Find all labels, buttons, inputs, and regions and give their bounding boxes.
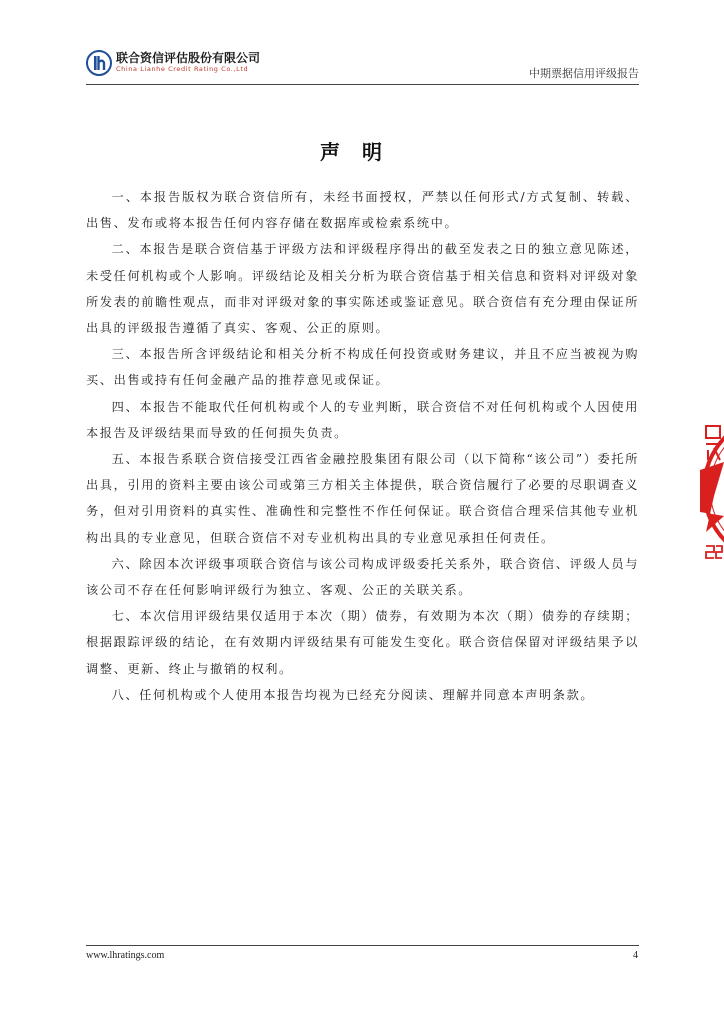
- statement-paragraph-3: 三、本报告所含评级结论和相关分析不构成任何投资或财务建议，并且不应当被视为购买、出售或持有任何金融产品的推荐意见或保证。: [86, 347, 639, 388]
- page-title: 声明: [320, 140, 404, 164]
- statement-paragraph-6: 六、除因本次评级事项联合资信与该公司构成评级委托关系外，联合资信、评级人员与该公司不存在任何影响评级行为独立、客观、公正的关联关系。: [86, 556, 639, 598]
- footer-website: www.lhratings.com: [86, 950, 165, 961]
- company-name-cn: 联合资信评估股份有限公司: [116, 51, 261, 65]
- lianhe-logo-icon: [86, 50, 112, 76]
- statement-paragraph-7: 七、本次信用评级结果仅适用于本次（期）债券，有效期为本次（期）债券的存续期；根据跟踪评级的结论，在有效期内评级结果有可能发生变化。联合资信保留对评级结果予以调整、更新、终止与撤销的权利。: [86, 609, 639, 676]
- statement-paragraph-5: 五、本报告系联合资信接受江西省金融控股集团有限公司（以下简称“该公司”）委托所出具，引用的资料主要由该公司或第三方相关主体提供，联合资信履行了必要的尽职调查义务，但对引用资料的真实性、准确性和完整性不作任何保证。联合资信合理采信其他专业机构出具的专业意见，但联合资信不对专业机构出具的专业意见承担任何责任。: [86, 452, 639, 545]
- statement-paragraph-4: 四、本报告不能取代任何机构或个人的专业判断，联合资信不对任何机构或个人因使用本报告及评级结果而导致的任何损失负责。: [86, 399, 639, 440]
- statement-paragraph-1: 一、本报告版权为联合资信所有，未经书面授权，严禁以任何形式/方式复制、转载、出售、发布或将本报告任何内容存储在数据库或检索系统中。: [86, 190, 639, 231]
- statement-body: [86, 184, 639, 708]
- page-number: 4: [633, 950, 638, 961]
- statement-paragraph-2: 二、本报告是联合资信基于评级方法和评级程序得出的截至发表之日的独立意见陈述，未受任何机构或个人影响。评级结论及相关分析为联合资信基于相关信息和资料对评级对象所发表的前瞻性观点，而非对评级对象的事实陈述或鉴证意见。联合资信有充分理由保证所出具的评级报告遵循了真实、客观、公正的原则。: [86, 242, 639, 336]
- company-seal-stamp: [700, 412, 724, 566]
- header-divider: [86, 84, 639, 85]
- footer-divider: [86, 945, 639, 946]
- company-name-en: China Lianhe Credit Rating Co.,Ltd: [116, 65, 249, 73]
- statement-paragraph-8: 八、任何机构或个人使用本报告均视为已经充分阅读、理解并同意本声明条款。: [111, 687, 595, 702]
- page-header: [86, 48, 639, 84]
- report-type-label: 中期票据信用评级报告: [529, 67, 639, 80]
